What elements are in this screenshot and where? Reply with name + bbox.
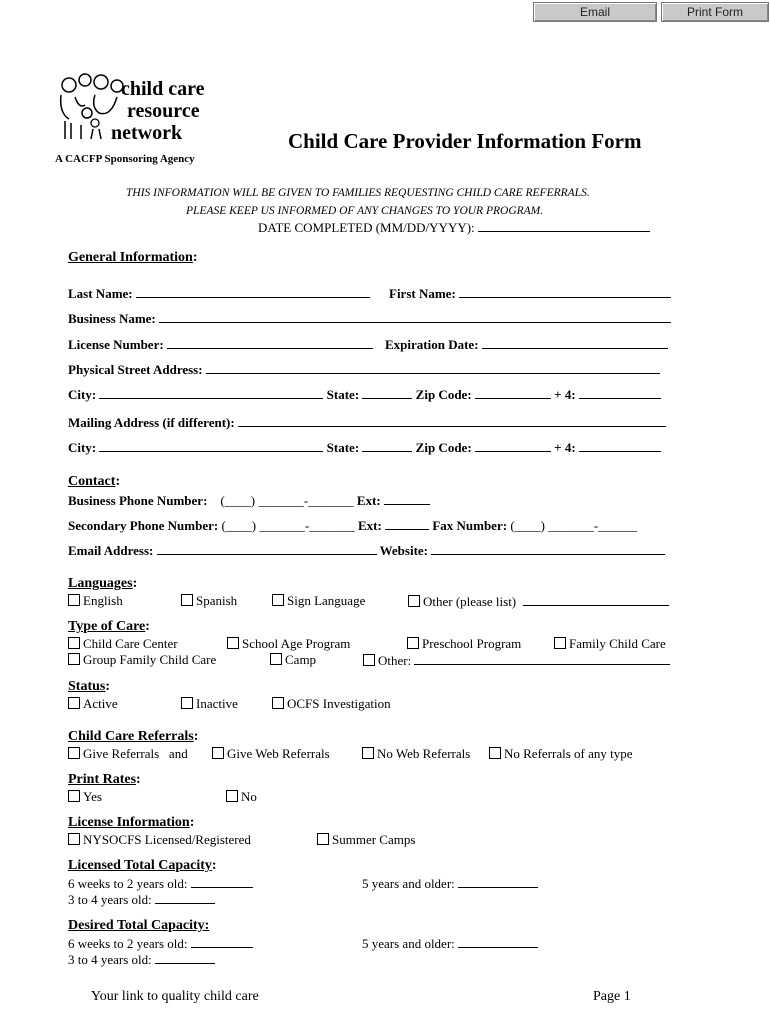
city-field-2[interactable] — [99, 439, 323, 452]
license-info-heading: License Information: — [68, 815, 195, 830]
lang-other[interactable]: Other (please list) — [408, 593, 669, 610]
business-phone-field[interactable]: (____) _______-_______ — [220, 493, 354, 508]
first-name-field[interactable] — [459, 285, 671, 298]
checkbox[interactable] — [212, 747, 224, 759]
logo-text-line3: network — [111, 122, 183, 144]
checkbox[interactable] — [554, 637, 566, 649]
care-family[interactable]: Family Child Care — [554, 636, 666, 652]
email-field[interactable] — [157, 542, 377, 555]
expiration-date-row: Expiration Date: — [385, 336, 668, 353]
contact-heading: Contact: — [68, 474, 121, 489]
des-three-four-row: 3 to 4 years old: — [68, 951, 215, 968]
checkbox[interactable] — [226, 790, 238, 802]
logo-text-line2: resource — [127, 100, 200, 122]
business-ext-field[interactable] — [384, 492, 430, 505]
type-of-care-heading: Type of Care: — [68, 619, 150, 634]
state-field-1[interactable] — [362, 386, 412, 399]
ref-give-web[interactable]: Give Web Referrals — [212, 746, 330, 762]
des-six-weeks-field[interactable] — [191, 935, 253, 948]
lic-six-weeks-row: 6 weeks to 2 years old: — [68, 875, 253, 892]
license-number-row: License Number: — [68, 336, 373, 353]
expiration-date-field[interactable] — [482, 336, 668, 349]
des-five-older-field[interactable] — [458, 935, 538, 948]
checkbox[interactable] — [272, 594, 284, 606]
checkbox[interactable] — [227, 637, 239, 649]
page-title: Child Care Provider Information Form — [288, 129, 642, 153]
lang-english[interactable]: English — [68, 593, 123, 609]
city-row-2: City: State: Zip Code: + 4: — [68, 439, 661, 456]
status-inactive[interactable]: Inactive — [181, 696, 238, 712]
business-phone-row: Business Phone Number: (____) _______-_______ Ext: — [68, 492, 430, 509]
checkbox[interactable] — [68, 653, 80, 665]
website-field[interactable] — [431, 542, 665, 555]
checkbox[interactable] — [408, 595, 420, 607]
ref-no-web[interactable]: No Web Referrals — [362, 746, 470, 762]
checkbox[interactable] — [272, 697, 284, 709]
care-camp[interactable]: Camp — [270, 652, 316, 668]
license-number-field[interactable] — [167, 336, 373, 349]
status-heading: Status: — [68, 679, 111, 694]
ref-none[interactable]: No Referrals of any type — [489, 746, 633, 762]
state-field-2[interactable] — [362, 439, 412, 452]
print-rates-heading: Print Rates: — [68, 772, 141, 787]
checkbox[interactable] — [181, 697, 193, 709]
print-form-button[interactable]: Print Form — [661, 2, 769, 22]
page-number: Page 1 — [593, 989, 631, 1004]
lic-three-four-row: 3 to 4 years old: — [68, 891, 215, 908]
last-name-row: Last Name: — [68, 285, 370, 302]
checkbox[interactable] — [68, 747, 80, 759]
care-center[interactable]: Child Care Center — [68, 636, 178, 652]
ref-give[interactable]: Give Referrals and — [68, 746, 188, 762]
zip-field-2[interactable] — [475, 439, 551, 452]
physical-address-field[interactable] — [206, 361, 660, 374]
city-field-1[interactable] — [99, 386, 323, 399]
secondary-ext-field[interactable] — [385, 517, 429, 530]
checkbox[interactable] — [68, 697, 80, 709]
lang-spanish[interactable]: Spanish — [181, 593, 237, 609]
des-five-older-row: 5 years and older: — [362, 935, 538, 952]
des-three-four-field[interactable] — [155, 951, 215, 964]
lang-sign[interactable]: Sign Language — [272, 593, 365, 609]
fax-field[interactable]: (____) _______-______ — [510, 518, 638, 533]
des-six-weeks-row: 6 weeks to 2 years old: — [68, 935, 253, 952]
city-row-1: City: State: Zip Code: + 4: — [68, 386, 661, 403]
email-button[interactable]: Email — [533, 2, 657, 22]
business-name-row: Business Name: — [68, 310, 671, 327]
lic-six-weeks-field[interactable] — [191, 875, 253, 888]
mailing-address-field[interactable] — [238, 414, 666, 427]
checkbox[interactable] — [68, 790, 80, 802]
checkbox[interactable] — [270, 653, 282, 665]
checkbox[interactable] — [407, 637, 419, 649]
status-active[interactable]: Active — [68, 696, 118, 712]
lic-three-four-field[interactable] — [155, 891, 215, 904]
care-school-age[interactable]: School Age Program — [227, 636, 350, 652]
notice-line1: THIS INFORMATION WILL BE GIVEN TO FAMILIES REQUESTING CHILD CARE REFERRALS. — [126, 187, 590, 199]
licensed-capacity-heading: Licensed Total Capacity: — [68, 858, 217, 873]
status-ocfs[interactable]: OCFS Investigation — [272, 696, 391, 712]
checkbox[interactable] — [363, 654, 375, 666]
business-name-field[interactable] — [159, 310, 671, 323]
lang-other-field[interactable] — [523, 593, 669, 606]
secondary-phone-row: Secondary Phone Number: (____) _______-_______ Ext: Fax Number: (____) _______-______ — [68, 518, 638, 533]
date-completed-row — [258, 219, 650, 236]
care-group-family[interactable]: Group Family Child Care — [68, 652, 216, 668]
date-completed-field[interactable] — [478, 219, 650, 232]
lic-five-older-row: 5 years and older: — [362, 875, 538, 892]
rates-yes[interactable]: Yes — [68, 789, 102, 805]
secondary-phone-field[interactable]: (____) _______-_______ — [221, 518, 355, 533]
desired-capacity-heading: Desired Total Capacity: — [68, 918, 210, 933]
notice-line2: PLEASE KEEP US INFORMED OF ANY CHANGES TO YOUR PROGRAM. — [186, 205, 544, 217]
physical-address-row: Physical Street Address: — [68, 361, 660, 378]
first-name-row: First Name: — [389, 285, 671, 302]
rates-no[interactable]: No — [226, 789, 257, 805]
license-summer[interactable]: Summer Camps — [317, 832, 415, 848]
referrals-heading: Child Care Referrals: — [68, 729, 199, 744]
plus4-field-1[interactable] — [579, 386, 661, 399]
care-other[interactable]: Other: — [363, 652, 670, 669]
plus4-field-2[interactable] — [579, 439, 661, 452]
checkbox[interactable] — [68, 594, 80, 606]
logo — [55, 73, 235, 168]
date-completed-label: DATE COMPLETED (MM/DD/YYYY): — [258, 220, 475, 235]
email-row: Email Address: Website: — [68, 542, 665, 559]
languages-heading: Languages: — [68, 576, 138, 591]
last-name-field[interactable] — [136, 285, 370, 298]
checkbox[interactable] — [317, 833, 329, 845]
checkbox[interactable] — [181, 594, 193, 606]
checkbox[interactable] — [362, 747, 374, 759]
logo-tagline: A CACFP Sponsoring Agency — [55, 153, 195, 165]
care-preschool[interactable]: Preschool Program — [407, 636, 521, 652]
checkbox[interactable] — [68, 833, 80, 845]
care-other-field[interactable] — [414, 652, 670, 665]
logo-text-line1: child care — [121, 78, 205, 100]
checkbox[interactable] — [489, 747, 501, 759]
lic-five-older-field[interactable] — [458, 875, 538, 888]
zip-field-1[interactable] — [475, 386, 551, 399]
checkbox[interactable] — [68, 637, 80, 649]
general-info-heading: General Information: — [68, 250, 198, 265]
mailing-address-row: Mailing Address (if different): — [68, 414, 666, 431]
license-nysocfs[interactable]: NYSOCFS Licensed/Registered — [68, 832, 251, 848]
footer-link-text: Your link to quality child care — [91, 989, 259, 1004]
